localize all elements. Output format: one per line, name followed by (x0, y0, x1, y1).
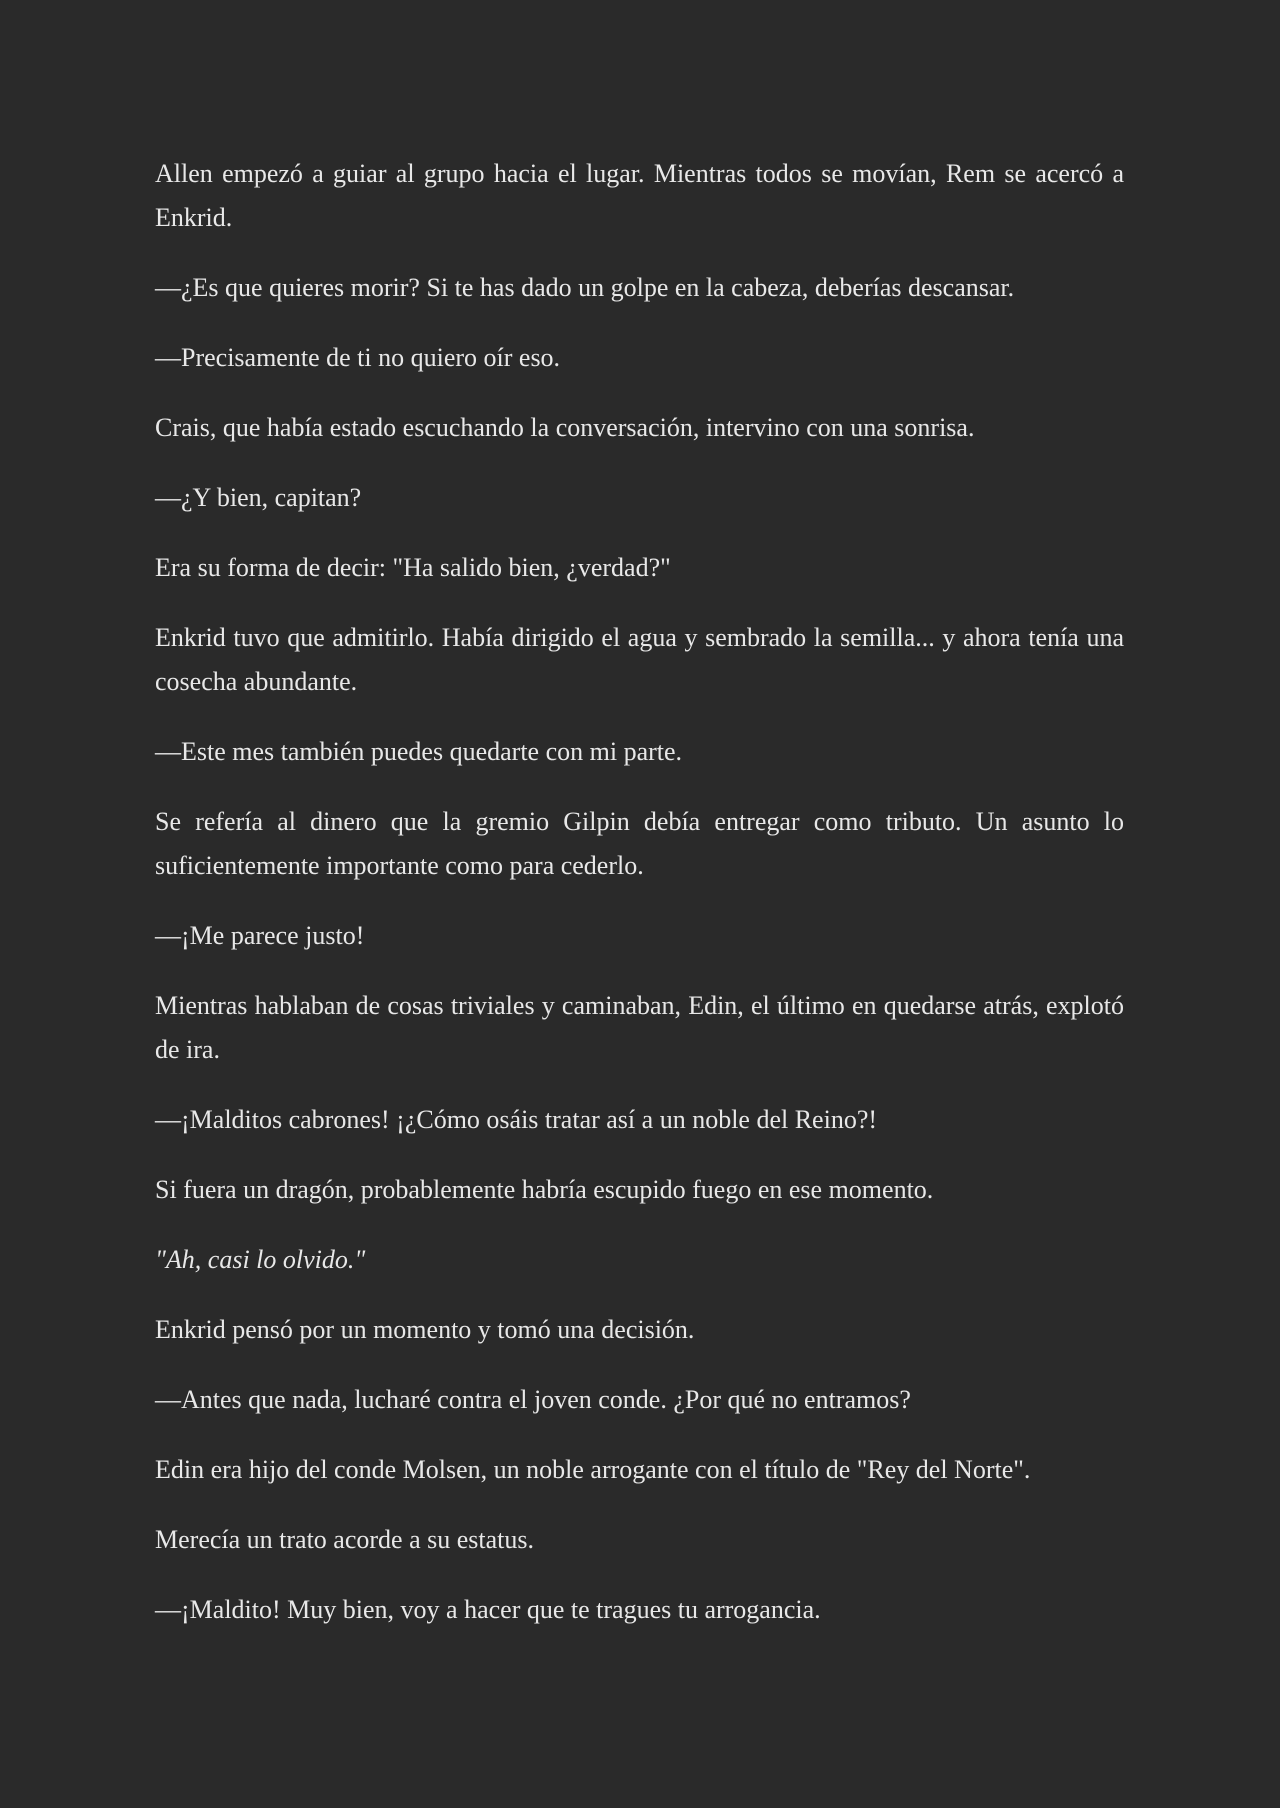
inner-thought: "Ah, casi lo olvido." (155, 1245, 366, 1274)
paragraph: Allen empezó a guiar al grupo hacia el lugar. Mientras todos se movían, Rem se acercó a Enkrid. (155, 159, 1124, 232)
paragraph: Enkrid tuvo que admitirlo. Había dirigido el agua y sembrado la semilla... y ahora tenía una cosecha abundante. (155, 623, 1124, 696)
reader-content (155, 152, 1124, 1658)
dialogue-line: —Precisamente de ti no quiero oír eso. (155, 343, 561, 372)
dialogue-line: —Antes que nada, lucharé contra el joven conde. ¿Por qué no entramos? (155, 1385, 911, 1414)
dialogue-line: —Este mes también puedes quedarte con mi parte. (155, 737, 683, 766)
paragraph: Era su forma de decir: "Ha salido bien, ¿verdad?" (155, 553, 671, 582)
paragraph: Edin era hijo del conde Molsen, un noble arrogante con el título de "Rey del Norte". (155, 1455, 1031, 1484)
paragraph: Enkrid pensó por un momento y tomó una decisión. (155, 1315, 695, 1344)
paragraph: Crais, que había estado escuchando la conversación, intervino con una sonrisa. (155, 413, 975, 442)
dialogue-line: —¡Maldito! Muy bien, voy a hacer que te tragues tu arrogancia. (155, 1595, 821, 1624)
dialogue-line: —¿Y bien, capitan? (155, 483, 362, 512)
paragraph: Se refería al dinero que la gremio Gilpin debía entregar como tributo. Un asunto lo suficientemente importante como para cederlo. (155, 807, 1124, 880)
dialogue-line: —¿Es que quieres morir? Si te has dado un golpe en la cabeza, deberías descansar. (155, 273, 1015, 302)
paragraph: Merecía un trato acorde a su estatus. (155, 1525, 535, 1554)
paragraph: Mientras hablaban de cosas triviales y caminaban, Edin, el último en quedarse atrás, explotó de ira. (155, 991, 1124, 1064)
dialogue-line: —¡Malditos cabrones! ¡¿Cómo osáis tratar así a un noble del Reino?! (155, 1105, 878, 1134)
dialogue-line: —¡Me parece justo! (155, 921, 365, 950)
paragraph: Si fuera un dragón, probablemente habría escupido fuego en ese momento. (155, 1175, 934, 1204)
